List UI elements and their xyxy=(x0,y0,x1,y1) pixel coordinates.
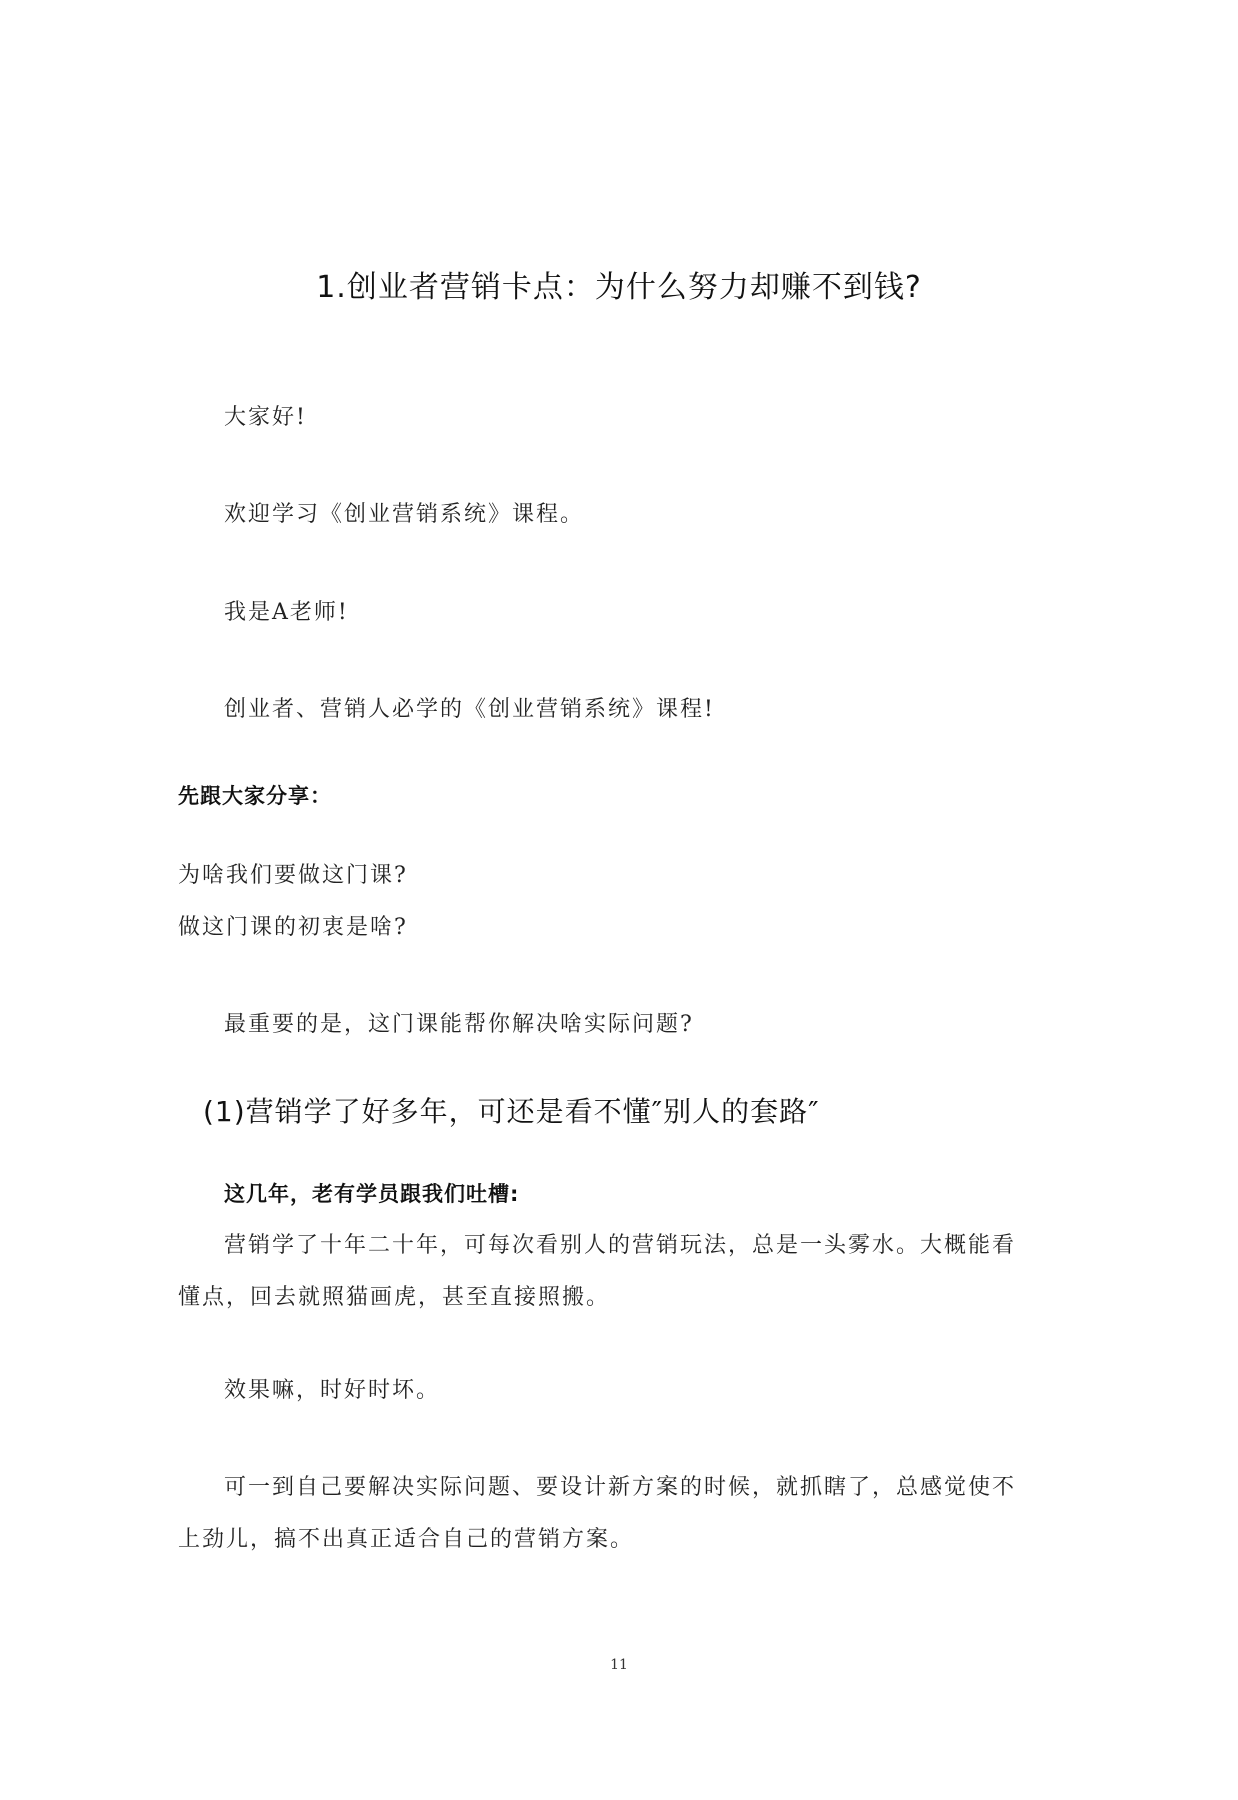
paragraph-3-line-2: 上劲儿，搞不出真正适合自己的营销方案。 xyxy=(178,1527,635,1552)
welcome-text: 欢迎学习《创业营销系统》课程。 xyxy=(224,502,585,527)
paragraph-3-line-1: 可一到自己要解决实际问题、要设计新方案的时候，就抓瞎了，总感觉使不 xyxy=(224,1475,1017,1500)
paragraph-2: 效果嘛，时好时坏。 xyxy=(224,1378,441,1403)
page-number: 11 xyxy=(610,1657,628,1673)
key-question-text: 最重要的是，这门课能帮你解决啥实际问题? xyxy=(224,1012,694,1037)
paragraph-1-line-2: 懂点，回去就照猫画虎，甚至直接照搬。 xyxy=(178,1285,611,1310)
page-title: 1.创业者营销卡点：为什么努力却赚不到钱? xyxy=(316,270,922,305)
paragraph-1-line-1: 营销学了十年二十年，可每次看别人的营销玩法，总是一头雾水。大概能看 xyxy=(224,1233,1017,1258)
share-heading: 先跟大家分享： xyxy=(178,784,332,808)
question-1: 为啥我们要做这门课? xyxy=(178,863,408,888)
question-2: 做这门课的初衷是啥? xyxy=(178,915,408,940)
greeting-text: 大家好! xyxy=(224,405,307,430)
course-text: 创业者、营销人必学的《创业营销系统》课程! xyxy=(224,697,715,722)
section-heading: (1)营销学了好多年，可还是看不懂″别人的套路″ xyxy=(203,1095,820,1128)
section-lead: 这几年，老有学员跟我们吐槽: xyxy=(224,1182,520,1206)
teacher-text: 我是A老师! xyxy=(224,600,349,625)
